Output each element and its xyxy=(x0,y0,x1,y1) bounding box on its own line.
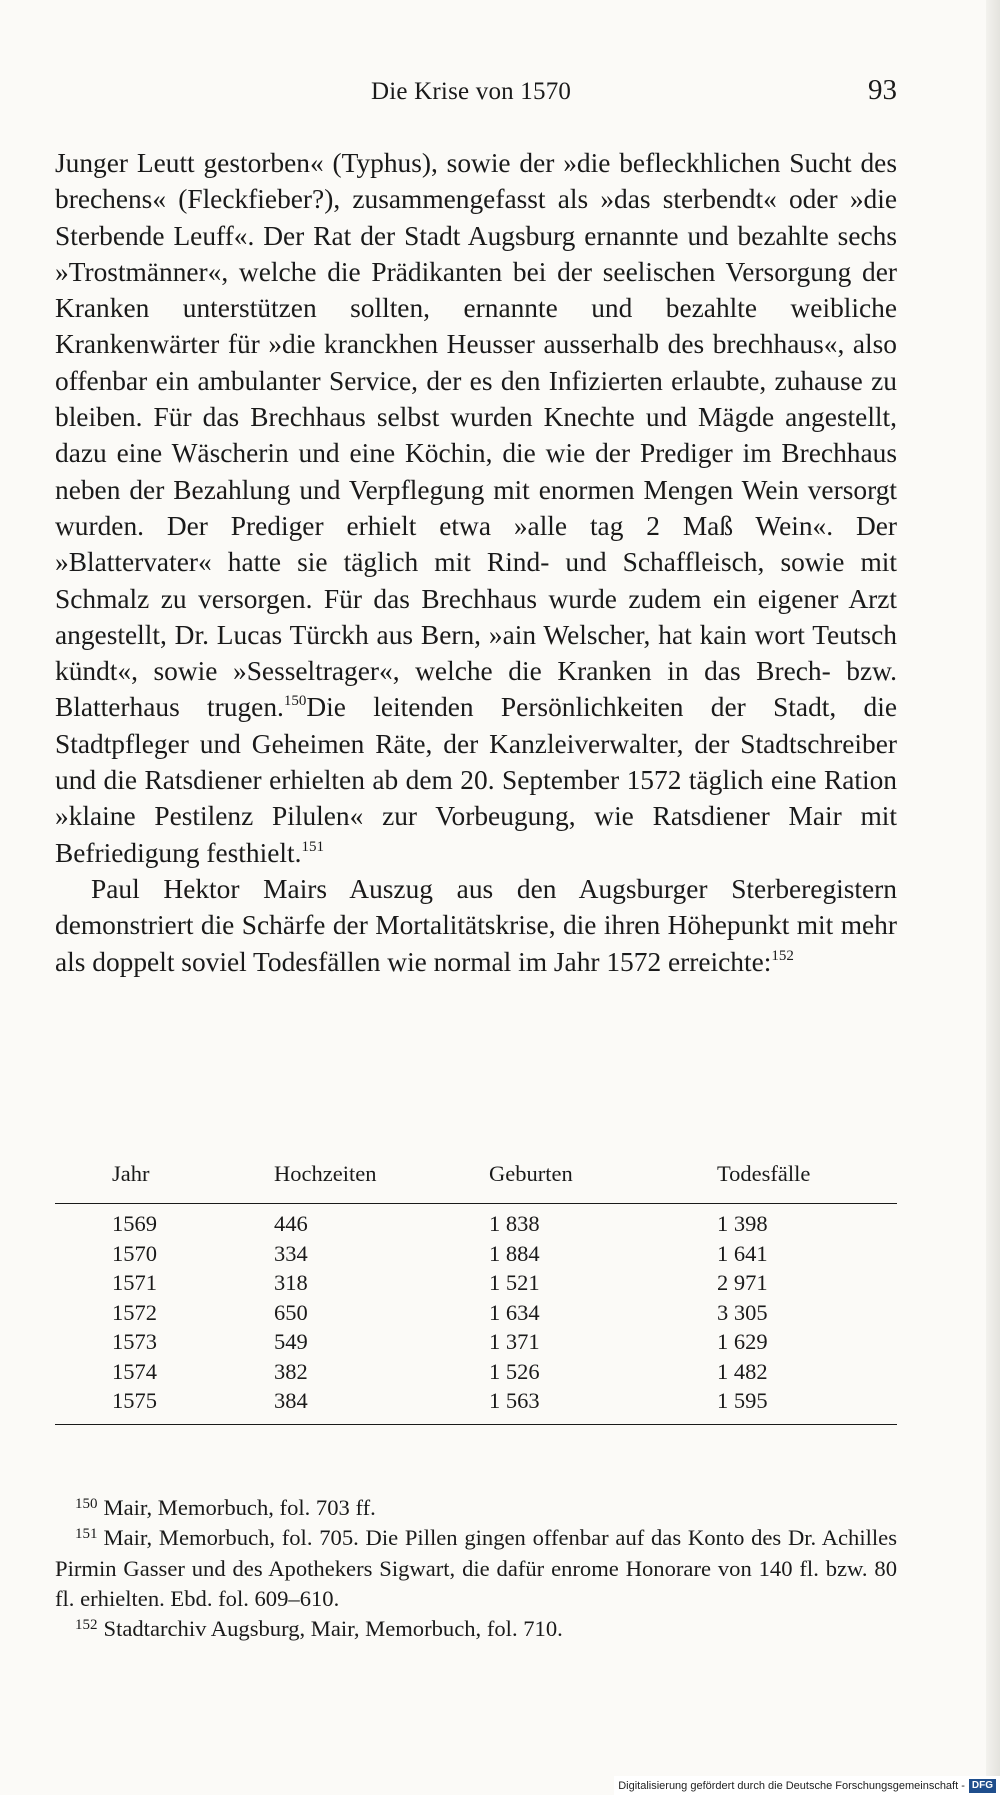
page-header xyxy=(55,74,897,114)
table-cell: 1 398 xyxy=(717,1211,768,1236)
table-cell: 3 305 xyxy=(717,1299,768,1325)
page-edge xyxy=(986,0,1000,1795)
paragraph-1-part-a: Junger Leutt gestorben« (Typhus), sowie der »die befleckhlichen Sucht des brechens« (Fleckfieber?), zusammengefasst als »das sterbendt« oder »die Sterbende Leuff«. Der Rat der Stadt Augsburg ernannte und bezahlte sechs »Trostmänner«, welche die Prädikanten bei der seelischen Versorgung der Kranken unterstützen sollten, ernannte und bezahlte weibliche Krankenwärter für »die kranckhen Heusser ausserhalb des brechhaus«, also offenbar ein ambulanter Service, der es den Infizierten erlaubte, zuhause zu bleiben. Für das Brechhaus selbst wurden Knechte und Mägde angestellt, dazu eine Wäscherin und eine Köchin, die wie der Prediger im Brechhaus neben der Bezahlung und Verpflegung mit enormen Mengen Wein versorgt wurden. Der Prediger erhielt etwa »alle tag 2 Maß Wein«. Der »Blattervater« hatte sie täglich mit Rind- und Schaffleisch, sowie mit Schmalz zu versorgen. Für das Brechhaus wurde zudem ein eigener Arzt angestellt, Dr. Lucas Türckh aus Bern, »ain Welscher, hat kain wort Teutsch kündt«, sowie »Sesseltrager«, welche die Kranken in das Brech- bzw. Blatterhaus trugen. xyxy=(55,148,897,723)
table-row xyxy=(55,1239,897,1269)
table-row xyxy=(55,1204,897,1239)
table-row xyxy=(55,1357,897,1387)
dfg-logo: DFG xyxy=(969,1779,996,1793)
mortality-table-wrap xyxy=(55,1161,897,1425)
page-number: 93 xyxy=(868,74,897,106)
table-cell: 384 xyxy=(274,1388,308,1413)
table-header-cell: Hochzeiten xyxy=(274,1161,377,1186)
table-cell: 382 xyxy=(274,1358,308,1384)
table-header-cell: Jahr xyxy=(112,1161,150,1186)
table-cell: 1571 xyxy=(112,1270,157,1295)
table-header-cell: Todesfälle xyxy=(717,1161,811,1186)
table-cell: 1 563 xyxy=(489,1388,540,1413)
table-header-cell: Geburten xyxy=(489,1161,573,1186)
body-text xyxy=(55,145,897,980)
table-cell: 1574 xyxy=(112,1358,157,1384)
table-cell: 1 595 xyxy=(717,1388,768,1413)
table-cell: 1 526 xyxy=(489,1358,540,1384)
table-cell: 1569 xyxy=(112,1211,157,1236)
table-row xyxy=(55,1327,897,1357)
footnotes xyxy=(55,1493,897,1644)
table-cell: 1 838 xyxy=(489,1211,540,1236)
table-cell: 1 884 xyxy=(489,1240,540,1266)
table-cell: 1 521 xyxy=(489,1270,540,1295)
table-cell: 650 xyxy=(274,1299,308,1325)
footnote-ref-150[interactable]: 150 xyxy=(283,693,307,710)
footnote-ref-151[interactable]: 151 xyxy=(301,838,324,855)
mortality-table xyxy=(55,1161,897,1425)
table-cell: 1 371 xyxy=(489,1329,540,1354)
table-row xyxy=(55,1268,897,1298)
paragraph-1-part-b: Die leitenden Persönlichkeiten der Stadt, die Stadtpfleger und Geheimen Räte, der Kanzleiverwalter, der Stadtschreiber und die Ratsdiener erhielten ab dem 20. September 1572 täglich eine Ration »klaine Pestilenz Pilulen« zur Vorbeugung, wie Ratsdiener Mair mit Befriedigung festhielt. xyxy=(55,692,897,868)
table-cell: 1 641 xyxy=(717,1240,768,1266)
digitization-credit xyxy=(614,1776,1000,1795)
table-header-row xyxy=(55,1161,897,1204)
footnote-text: Mair, Memorbuch, fol. 705. Die Pillen gingen offenbar auf das Konto des Dr. Achilles Pirmin Gasser und des Apothekers Sigwart, die dafür enrome Honorare von 140 fl. bzw. 80 fl. erhielten. Ebd. fol. 609–610. xyxy=(55,1525,897,1611)
footnote-152 xyxy=(55,1614,897,1644)
table-cell: 318 xyxy=(274,1270,308,1295)
paragraph-2-text: Paul Hektor Mairs Auszug aus den Augsburger Sterberegistern demonstriert die Schärfe der Mortalitätskrise, die ihren Höhepunkt mit mehr als doppelt soviel Todesfällen wie normal im Jahr 1572 erreichte: xyxy=(55,873,897,977)
running-title: Die Krise von 1570 xyxy=(371,78,572,105)
table-cell: 549 xyxy=(274,1329,308,1354)
table-cell: 334 xyxy=(274,1240,308,1266)
table-cell: 1 482 xyxy=(717,1358,768,1384)
footnote-text: Stadtarchiv Augsburg, Mair, Memorbuch, fol. 710. xyxy=(103,1616,563,1642)
table-row xyxy=(55,1298,897,1328)
footnote-ref-152[interactable]: 152 xyxy=(771,947,794,964)
paragraph-1 xyxy=(55,145,897,871)
table-cell: 1573 xyxy=(112,1329,157,1354)
footnote-number: 151 xyxy=(75,1526,98,1543)
table-row xyxy=(55,1386,897,1424)
footnote-number: 152 xyxy=(75,1617,98,1634)
table-cell: 1 634 xyxy=(489,1299,540,1325)
table-cell: 1572 xyxy=(112,1299,157,1325)
table-cell: 446 xyxy=(274,1211,308,1236)
table-cell: 2 971 xyxy=(717,1270,768,1295)
footnote-number: 150 xyxy=(75,1496,98,1512)
footnote-151 xyxy=(55,1523,897,1614)
footnote-text: Mair, Memorbuch, fol. 703 ff. xyxy=(103,1495,376,1520)
table-cell: 1 629 xyxy=(717,1329,768,1354)
table-cell: 1570 xyxy=(112,1240,157,1266)
credit-text: Digitalisierung gefördert durch die Deutsche Forschungsgemeinschaft - xyxy=(618,1780,965,1792)
paragraph-2 xyxy=(55,871,897,980)
footnote-150 xyxy=(55,1493,897,1523)
table-cell: 1575 xyxy=(112,1388,157,1413)
